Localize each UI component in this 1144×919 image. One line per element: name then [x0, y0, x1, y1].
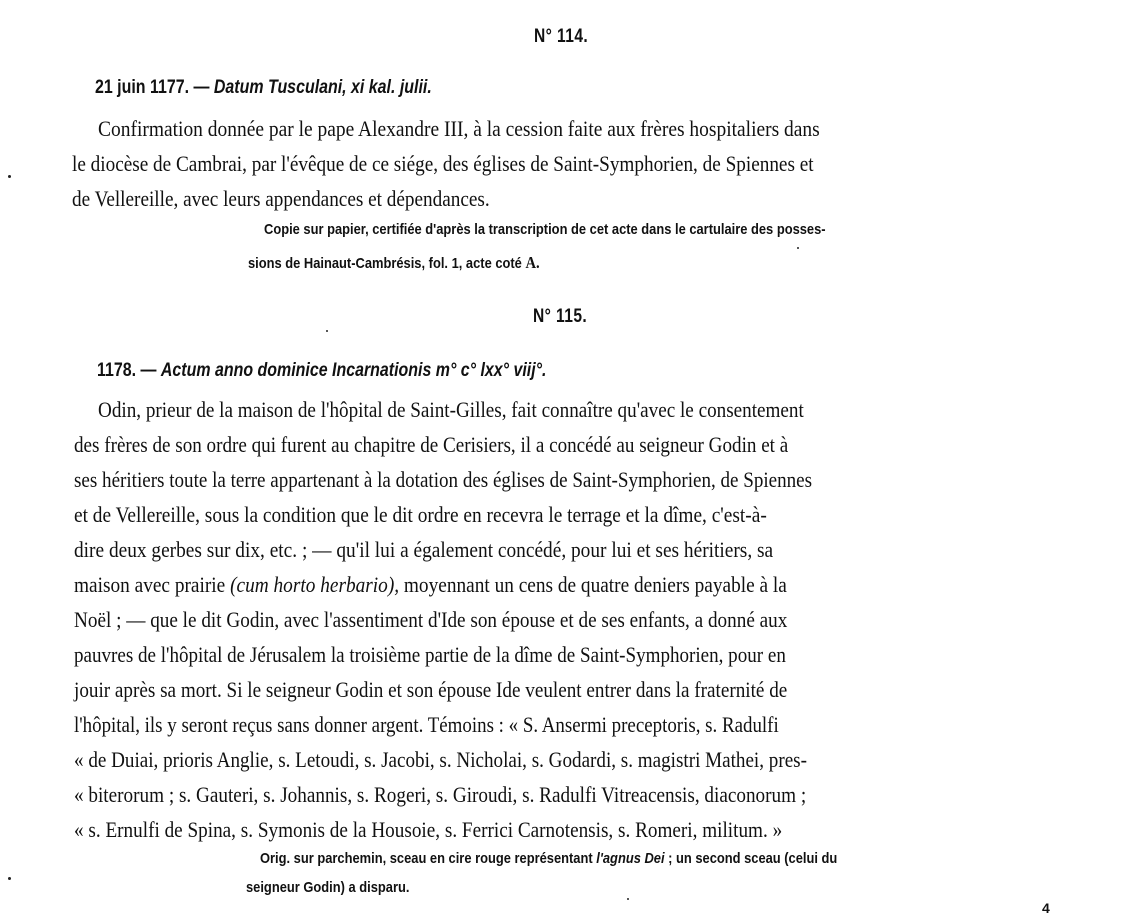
- entry-summary-line: le diocèse de Cambrai, par l'évêque de ce siége, des églises de Saint-Symphorien, de Spiennes et: [72, 151, 814, 176]
- source-note-text: ; un second sceau (celui du: [664, 850, 838, 867]
- entry-summary-line: et de Vellereille, sous la condition que le dit ordre en recevra le terrage et la dîme, c'est-à-: [74, 502, 767, 527]
- print-speck: [8, 877, 11, 880]
- source-note-reference: A.: [525, 253, 540, 272]
- entry-date: 1178. —: [97, 360, 161, 381]
- entry-date: 21 juin 1177. —: [95, 77, 214, 98]
- entry-summary-line: dire deux gerbes sur dix, etc. ; — qu'il lui a également concédé, pour lui et ses héritiers, sa: [74, 537, 774, 562]
- entry-date-latin: Actum anno dominice Incarnationis m° c° lxx° viij°.: [160, 360, 547, 381]
- source-note-latin: l'agnus Dei: [596, 850, 665, 867]
- entry-summary-line: « de Duiai, prioris Anglie, s. Letoudi, s. Jacobi, s. Nicholai, s. Godardi, s. magistri Mathei, pres-: [74, 747, 807, 772]
- entry-summary-line: Confirmation donnée par le pape Alexandre III, à la cession faite aux frères hospitaliers dans: [98, 116, 820, 141]
- entry-date-line: [97, 360, 547, 382]
- summary-latin-phrase: (cum horto herbario),: [230, 572, 400, 597]
- source-note-line: [248, 253, 540, 273]
- entry-summary-line: Odin, prieur de la maison de l'hôpital de Saint-Gilles, fait connaître qu'avec le consentement: [98, 397, 804, 422]
- entry-date-latin: Datum Tusculani, xi kal. julii.: [213, 77, 432, 98]
- source-note-line: Copie sur papier, certifiée d'après la transcription de cet acte dans le cartulaire des posses-: [264, 221, 826, 238]
- source-note-line: seigneur Godin) a disparu.: [246, 879, 410, 896]
- signature-mark: 4: [1042, 900, 1050, 916]
- summary-text: moyennant un cens de quatre deniers payable à la: [399, 572, 787, 597]
- entry-summary-line: de Vellereille, avec leurs appendances et dépendances.: [72, 186, 490, 211]
- entry-summary-line: Noël ; — que le dit Godin, avec l'assentiment d'Ide son épouse et de ses enfants, a donné aux: [74, 607, 788, 632]
- entry-summary-line: « s. Ernulfi de Spina, s. Symonis de la Housoie, s. Ferrici Carnotensis, s. Romeri, militum. »: [74, 817, 783, 842]
- print-speck: [797, 247, 799, 249]
- source-note-text: Orig. sur parchemin, sceau en cire rouge représentant: [260, 850, 597, 867]
- print-speck: [627, 898, 629, 900]
- entry-number-heading: N° 114.: [534, 26, 589, 47]
- entry-summary-line: ses héritiers toute la terre appartenant à la dotation des églises de Saint-Symphorien, de Spiennes: [74, 467, 813, 492]
- source-note-text: sions de Hainaut-Cambrésis, fol. 1, acte coté: [248, 255, 526, 272]
- entry-summary-line: [74, 570, 787, 600]
- entry-summary-line: l'hôpital, ils y seront reçus sans donner argent. Témoins : « S. Ansermi preceptoris, s. Radulfi: [74, 712, 779, 737]
- print-speck: [8, 175, 11, 178]
- entry-summary-line: pauvres de l'hôpital de Jérusalem la troisième partie de la dîme de Saint-Symphorien, pour en: [74, 642, 786, 667]
- entry-summary-line: des frères de son ordre qui furent au chapitre de Cerisiers, il a concédé au seigneur Godin et à: [74, 432, 789, 457]
- print-speck: [326, 330, 328, 332]
- source-note-line: [260, 850, 837, 867]
- entry-date-line: [95, 77, 432, 99]
- summary-text: maison avec prairie: [74, 572, 231, 597]
- entry-summary-line: « biterorum ; s. Gauteri, s. Johannis, s. Rogeri, s. Giroudi, s. Radulfi Vitreacensis, diaconorum ;: [74, 782, 807, 807]
- entry-number-heading: N° 115.: [533, 306, 588, 327]
- entry-summary-line: jouir après sa mort. Si le seigneur Godin et son épouse Ide veulent entrer dans la fraternité de: [74, 677, 788, 702]
